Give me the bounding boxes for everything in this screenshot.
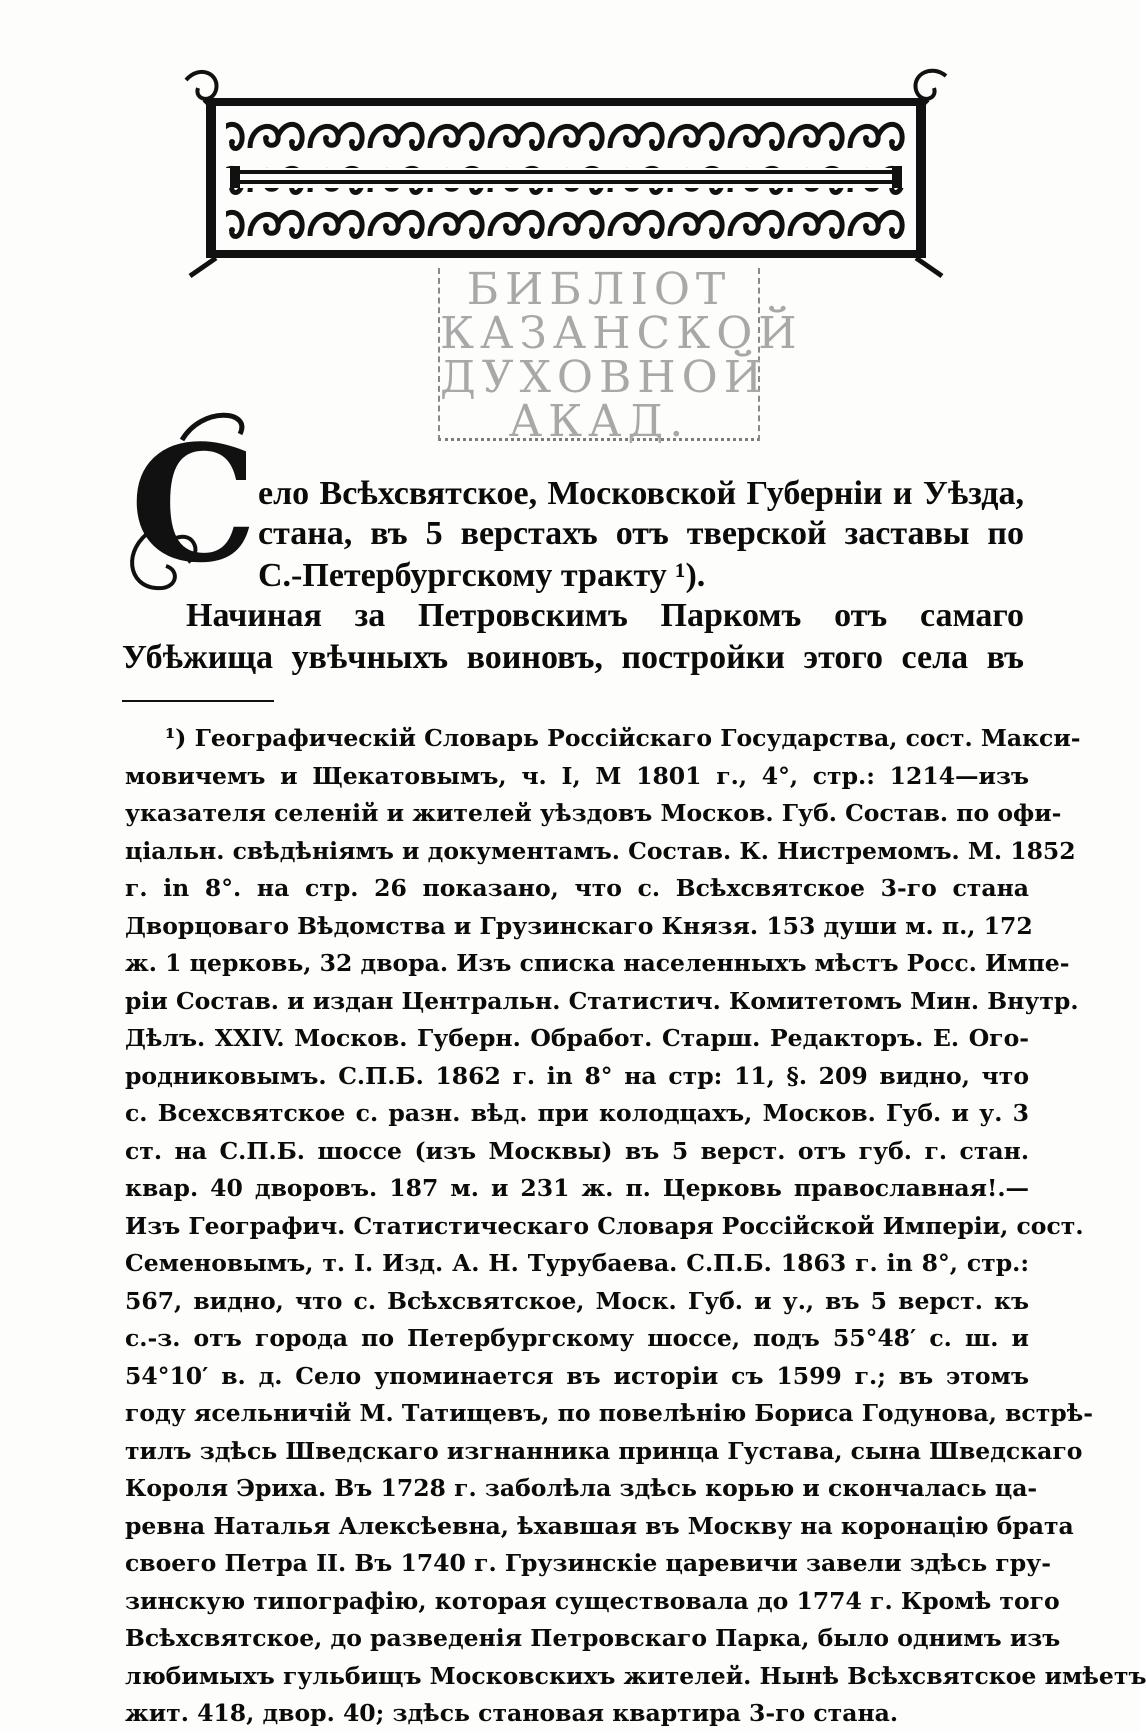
footnote-line: своего Петра II. Въ 1740 г. Грузинскіе царевичи завели здѣсь гру- — [125, 1549, 1051, 1577]
footnote-line: мовичемъ и Щекатовымъ, ч. I, М 1801 г., 4°, стр.: 1214—изъ — [125, 761, 1029, 790]
footnote-line: Изъ Географич. Статистическаго Словаря Россійской Имперіи, сост. — [125, 1211, 1084, 1240]
stamp-line-3: ДУХОВНОЙ — [440, 352, 769, 403]
footnote-line: зинскую типографію, которая существовала до 1774 г. Кромѣ того — [125, 1586, 1060, 1615]
footnote-line: тилъ здѣсь Шведскаго изгнанника принца Густава, сына Шведскаго — [125, 1436, 1083, 1465]
main-text-line-2: стана, въ 5 верстахъ отъ тверской заставы по — [258, 515, 1024, 552]
footnote-line: родниковымъ. С.П.Б. 1862 г. in 8° на стр: 11, §. 209 видно, что — [125, 1061, 1029, 1090]
footnote-line: ревна Наталья Алексѣевна, ѣхавшая въ Москву на коронацію брата — [125, 1511, 1074, 1540]
footnote-line: 567, видно, что с. Всѣхсвятское, Моск. Губ. и у., въ 5 верст. къ — [125, 1286, 1029, 1315]
footnote-line: Дѣлъ. XXIV. Москов. Губерн. Обработ. Старш. Редакторъ. Е. Ого- — [125, 1024, 1029, 1052]
footnote-line: ж. 1 церковь, 32 двора. Изъ списка населенныхъ мѣстъ Росс. Импе- — [125, 949, 1070, 977]
stamp-line-2: КАЗАНСКОЙ — [440, 308, 803, 359]
footnote-line: с.-з. отъ города по Петербургскому шоссе, подъ 55°48′ с. ш. и — [125, 1324, 1029, 1352]
footnote-line: любимыхъ гульбищъ Московскихъ жителей. Нынѣ Всѣхсвятское имѣетъ — [125, 1661, 1146, 1690]
footnote-line: с. Всехсвятское с. разн. вѣд. при колодцахъ, Москов. Губ. и у. 3 — [125, 1099, 1029, 1127]
main-text-line-1: ело Всѣхсвятское, Московской Губерніи и Уѣзда, — [258, 475, 1024, 512]
footnote-line: жит. 418, двор. 40; здѣсь становая квартира 3-го стана. — [125, 1699, 899, 1727]
main-text-line-3: С.-Петербургскому тракту ¹). — [258, 557, 706, 594]
drop-cap-glyph: С — [130, 410, 258, 598]
footnote-line: ціальн. свѣдѣніямъ и документамъ. Состав. К. Нистремомъ. М. 1852 — [125, 836, 1076, 865]
footnote-line: Дворцоваго Вѣдомства и Грузинскаго Князя. 153 души м. п., 172 — [125, 911, 1033, 940]
footnote-line: Всѣхсвятское, до разведенія Петровскаго Парка, было однимъ изъ — [125, 1624, 1061, 1652]
footnote-line: указателя селеній и жителей уѣздовъ Москов. Губ. Состав. по офи- — [125, 799, 1062, 827]
footnote — [125, 720, 1146, 1733]
footnote-line: квар. 40 дворовъ. 187 м. и 231 ж. п. Церковь православная!.— — [125, 1174, 1029, 1202]
footnote-line: ¹) Географическій Словарь Россійскаго Государства, сост. Макси- — [165, 724, 1081, 752]
footnote-line: Семеновымъ, т. I. Изд. А. Н. Турубаева. С.П.Б. 1863 г. in 8°, стр.: — [125, 1249, 1029, 1277]
footnote-line: Короля Эриха. Въ 1728 г. заболѣла здѣсь корью и скончалась ца- — [125, 1474, 1038, 1502]
footnote-rule — [122, 700, 274, 702]
main-text-line-4: Начиная за Петровскимъ Паркомъ отъ самаго — [186, 597, 1024, 634]
footnote-line: ріи Состав. и издан Центральн. Статистич. Комитетомъ Мин. Внутр. — [125, 986, 1079, 1015]
footnote-line: г. in 8°. на стр. 26 показано, что с. Всѣхсвятское 3-го стана — [125, 874, 1029, 902]
footnote-line: 54°10′ в. д. Село упоминается въ исторіи съ 1599 г.; въ этомъ — [125, 1361, 1029, 1390]
stamp-line-1: БИБЛІОТ — [466, 264, 732, 315]
header-ornament-icon — [186, 70, 946, 280]
drop-cap-letter — [122, 410, 258, 598]
library-stamp — [438, 264, 803, 447]
footnote-line: году ясельничій М. Татищевъ, по повелѣнію Бориса Годунова, встрѣ- — [125, 1399, 1093, 1427]
footnote-line: ст. на С.П.Б. шоссе (изъ Москвы) въ 5 верст. отъ губ. г. стан. — [125, 1136, 1029, 1165]
stamp-line-4: АКАД. — [508, 396, 690, 447]
main-text-line-5: Убѣжища увѣчныхъ воиновъ, постройки этого села въ — [122, 639, 1024, 676]
